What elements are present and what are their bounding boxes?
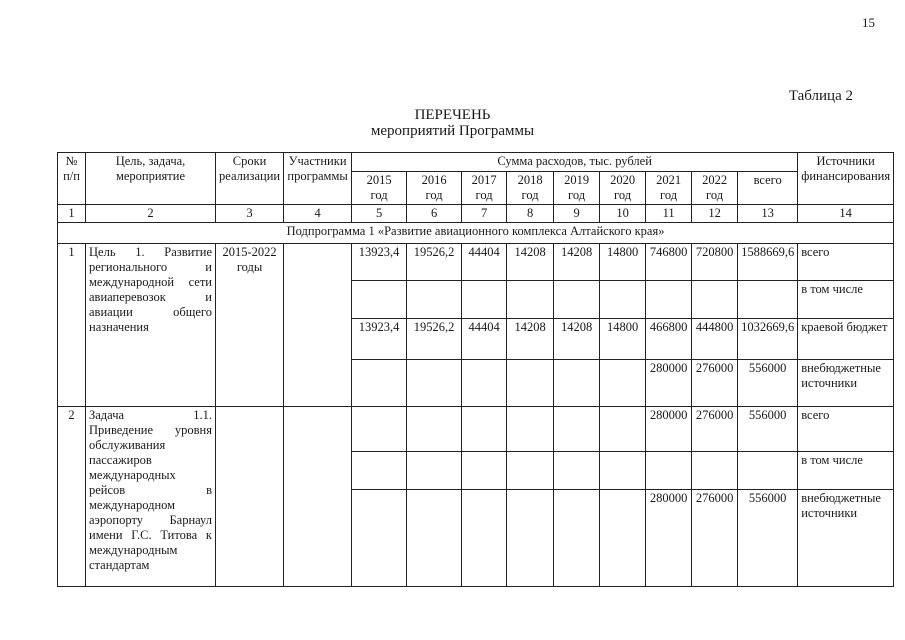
value-cell [507, 452, 554, 490]
header-year: 2017 год [462, 172, 507, 205]
value-cell [462, 360, 507, 407]
header-year: 2016 год [407, 172, 462, 205]
table-row [58, 407, 894, 452]
value-cell: 13923,4 [352, 319, 407, 360]
value-cell [352, 452, 407, 490]
col-number: 14 [798, 205, 894, 223]
value-cell: 280000 [646, 360, 692, 407]
table-label: Таблица 2 [788, 88, 853, 104]
col-number: 9 [554, 205, 600, 223]
value-cell [600, 407, 646, 452]
header-total: всего [738, 172, 798, 205]
value-cell [462, 407, 507, 452]
header-terms: Сроки реализации [216, 153, 284, 205]
value-cell [646, 452, 692, 490]
value-cell: 556000 [738, 407, 798, 452]
value-cell [507, 490, 554, 587]
value-cell: 19526,2 [407, 244, 462, 281]
header-year: 2020 год [600, 172, 646, 205]
header-year: 2022 год [692, 172, 738, 205]
header-participants: Участники программы [284, 153, 352, 205]
col-number: 13 [738, 205, 798, 223]
value-cell [352, 407, 407, 452]
value-cell: 14208 [507, 319, 554, 360]
col-number: 7 [462, 205, 507, 223]
value-cell [352, 490, 407, 587]
value-cell [507, 360, 554, 407]
value-cell [462, 281, 507, 319]
value-cell: 444800 [692, 319, 738, 360]
row-goal: Задача 1.1. Приведение уровня обслуживания пассажиров международных рейсов в международном аэропорту Барнаул имени Г.С. Титова к международным стандартам [86, 407, 216, 587]
value-cell [600, 281, 646, 319]
value-cell [554, 490, 600, 587]
header-sum: Сумма расходов, тыс. рублей [352, 153, 798, 172]
value-cell: 556000 [738, 360, 798, 407]
col-number: 4 [284, 205, 352, 223]
value-cell [407, 360, 462, 407]
value-cell [646, 281, 692, 319]
page-number: 15 [862, 15, 875, 30]
row-terms [216, 407, 284, 587]
header-year: 2015 год [352, 172, 407, 205]
value-cell [692, 452, 738, 490]
source-cell: в том числе [798, 452, 894, 490]
value-cell [507, 407, 554, 452]
col-number: 6 [407, 205, 462, 223]
header-year: 2021 год [646, 172, 692, 205]
measures-table [57, 152, 894, 587]
value-cell [600, 360, 646, 407]
row-goal: Цель 1. Развитие регионального и международной сети авиаперевозок и авиации общего назначения [86, 244, 216, 407]
value-cell [738, 281, 798, 319]
row-number: 2 [58, 407, 86, 587]
header-no: № п/п [58, 153, 86, 205]
value-cell [507, 281, 554, 319]
value-cell [554, 452, 600, 490]
col-number: 1 [58, 205, 86, 223]
row-number: 1 [58, 244, 86, 407]
header-sources: Источники финансирования [798, 153, 894, 205]
col-number: 11 [646, 205, 692, 223]
row-participants [284, 407, 352, 587]
value-cell: 44404 [462, 319, 507, 360]
header-goal: Цель, задача, мероприятие [86, 153, 216, 205]
value-cell: 746800 [646, 244, 692, 281]
value-cell: 19526,2 [407, 319, 462, 360]
document-title [0, 107, 905, 139]
value-cell: 14800 [600, 319, 646, 360]
value-cell: 14208 [554, 244, 600, 281]
col-number: 12 [692, 205, 738, 223]
col-number: 10 [600, 205, 646, 223]
subprogram-title: Подпрограмма 1 «Развитие авиационного комплекса Алтайского края» [58, 223, 894, 244]
value-cell [554, 407, 600, 452]
value-cell [462, 452, 507, 490]
value-cell: 280000 [646, 490, 692, 587]
value-cell [352, 281, 407, 319]
value-cell [462, 490, 507, 587]
value-cell [407, 281, 462, 319]
table-row [58, 244, 894, 281]
value-cell [692, 281, 738, 319]
value-cell [407, 407, 462, 452]
source-cell: внебюджетные источники [798, 360, 894, 407]
value-cell [600, 452, 646, 490]
source-cell: всего [798, 407, 894, 452]
value-cell: 280000 [646, 407, 692, 452]
value-cell: 13923,4 [352, 244, 407, 281]
value-cell: 276000 [692, 360, 738, 407]
source-cell: всего [798, 244, 894, 281]
value-cell [600, 490, 646, 587]
col-number: 2 [86, 205, 216, 223]
row-participants [284, 244, 352, 407]
title-line-2: мероприятий Программы [370, 123, 535, 139]
col-number: 3 [216, 205, 284, 223]
value-cell: 276000 [692, 407, 738, 452]
value-cell: 14208 [507, 244, 554, 281]
source-cell: внебюджетные источники [798, 490, 894, 587]
row-terms: 2015-2022 годы [216, 244, 284, 407]
header-year: 2019 год [554, 172, 600, 205]
value-cell [554, 360, 600, 407]
value-cell: 720800 [692, 244, 738, 281]
value-cell [738, 452, 798, 490]
value-cell: 1588669,6 [738, 244, 798, 281]
value-cell [407, 452, 462, 490]
col-number: 5 [352, 205, 407, 223]
value-cell: 1032669,6 [738, 319, 798, 360]
source-cell: краевой бюджет [798, 319, 894, 360]
value-cell: 14208 [554, 319, 600, 360]
value-cell: 276000 [692, 490, 738, 587]
value-cell [407, 490, 462, 587]
value-cell: 556000 [738, 490, 798, 587]
value-cell [352, 360, 407, 407]
col-number: 8 [507, 205, 554, 223]
column-numbers-row [58, 205, 894, 223]
value-cell [554, 281, 600, 319]
header-year: 2018 год [507, 172, 554, 205]
value-cell: 14800 [600, 244, 646, 281]
title-line-1: ПЕРЕЧЕНЬ [414, 107, 491, 123]
source-cell: в том числе [798, 281, 894, 319]
value-cell: 466800 [646, 319, 692, 360]
value-cell: 44404 [462, 244, 507, 281]
